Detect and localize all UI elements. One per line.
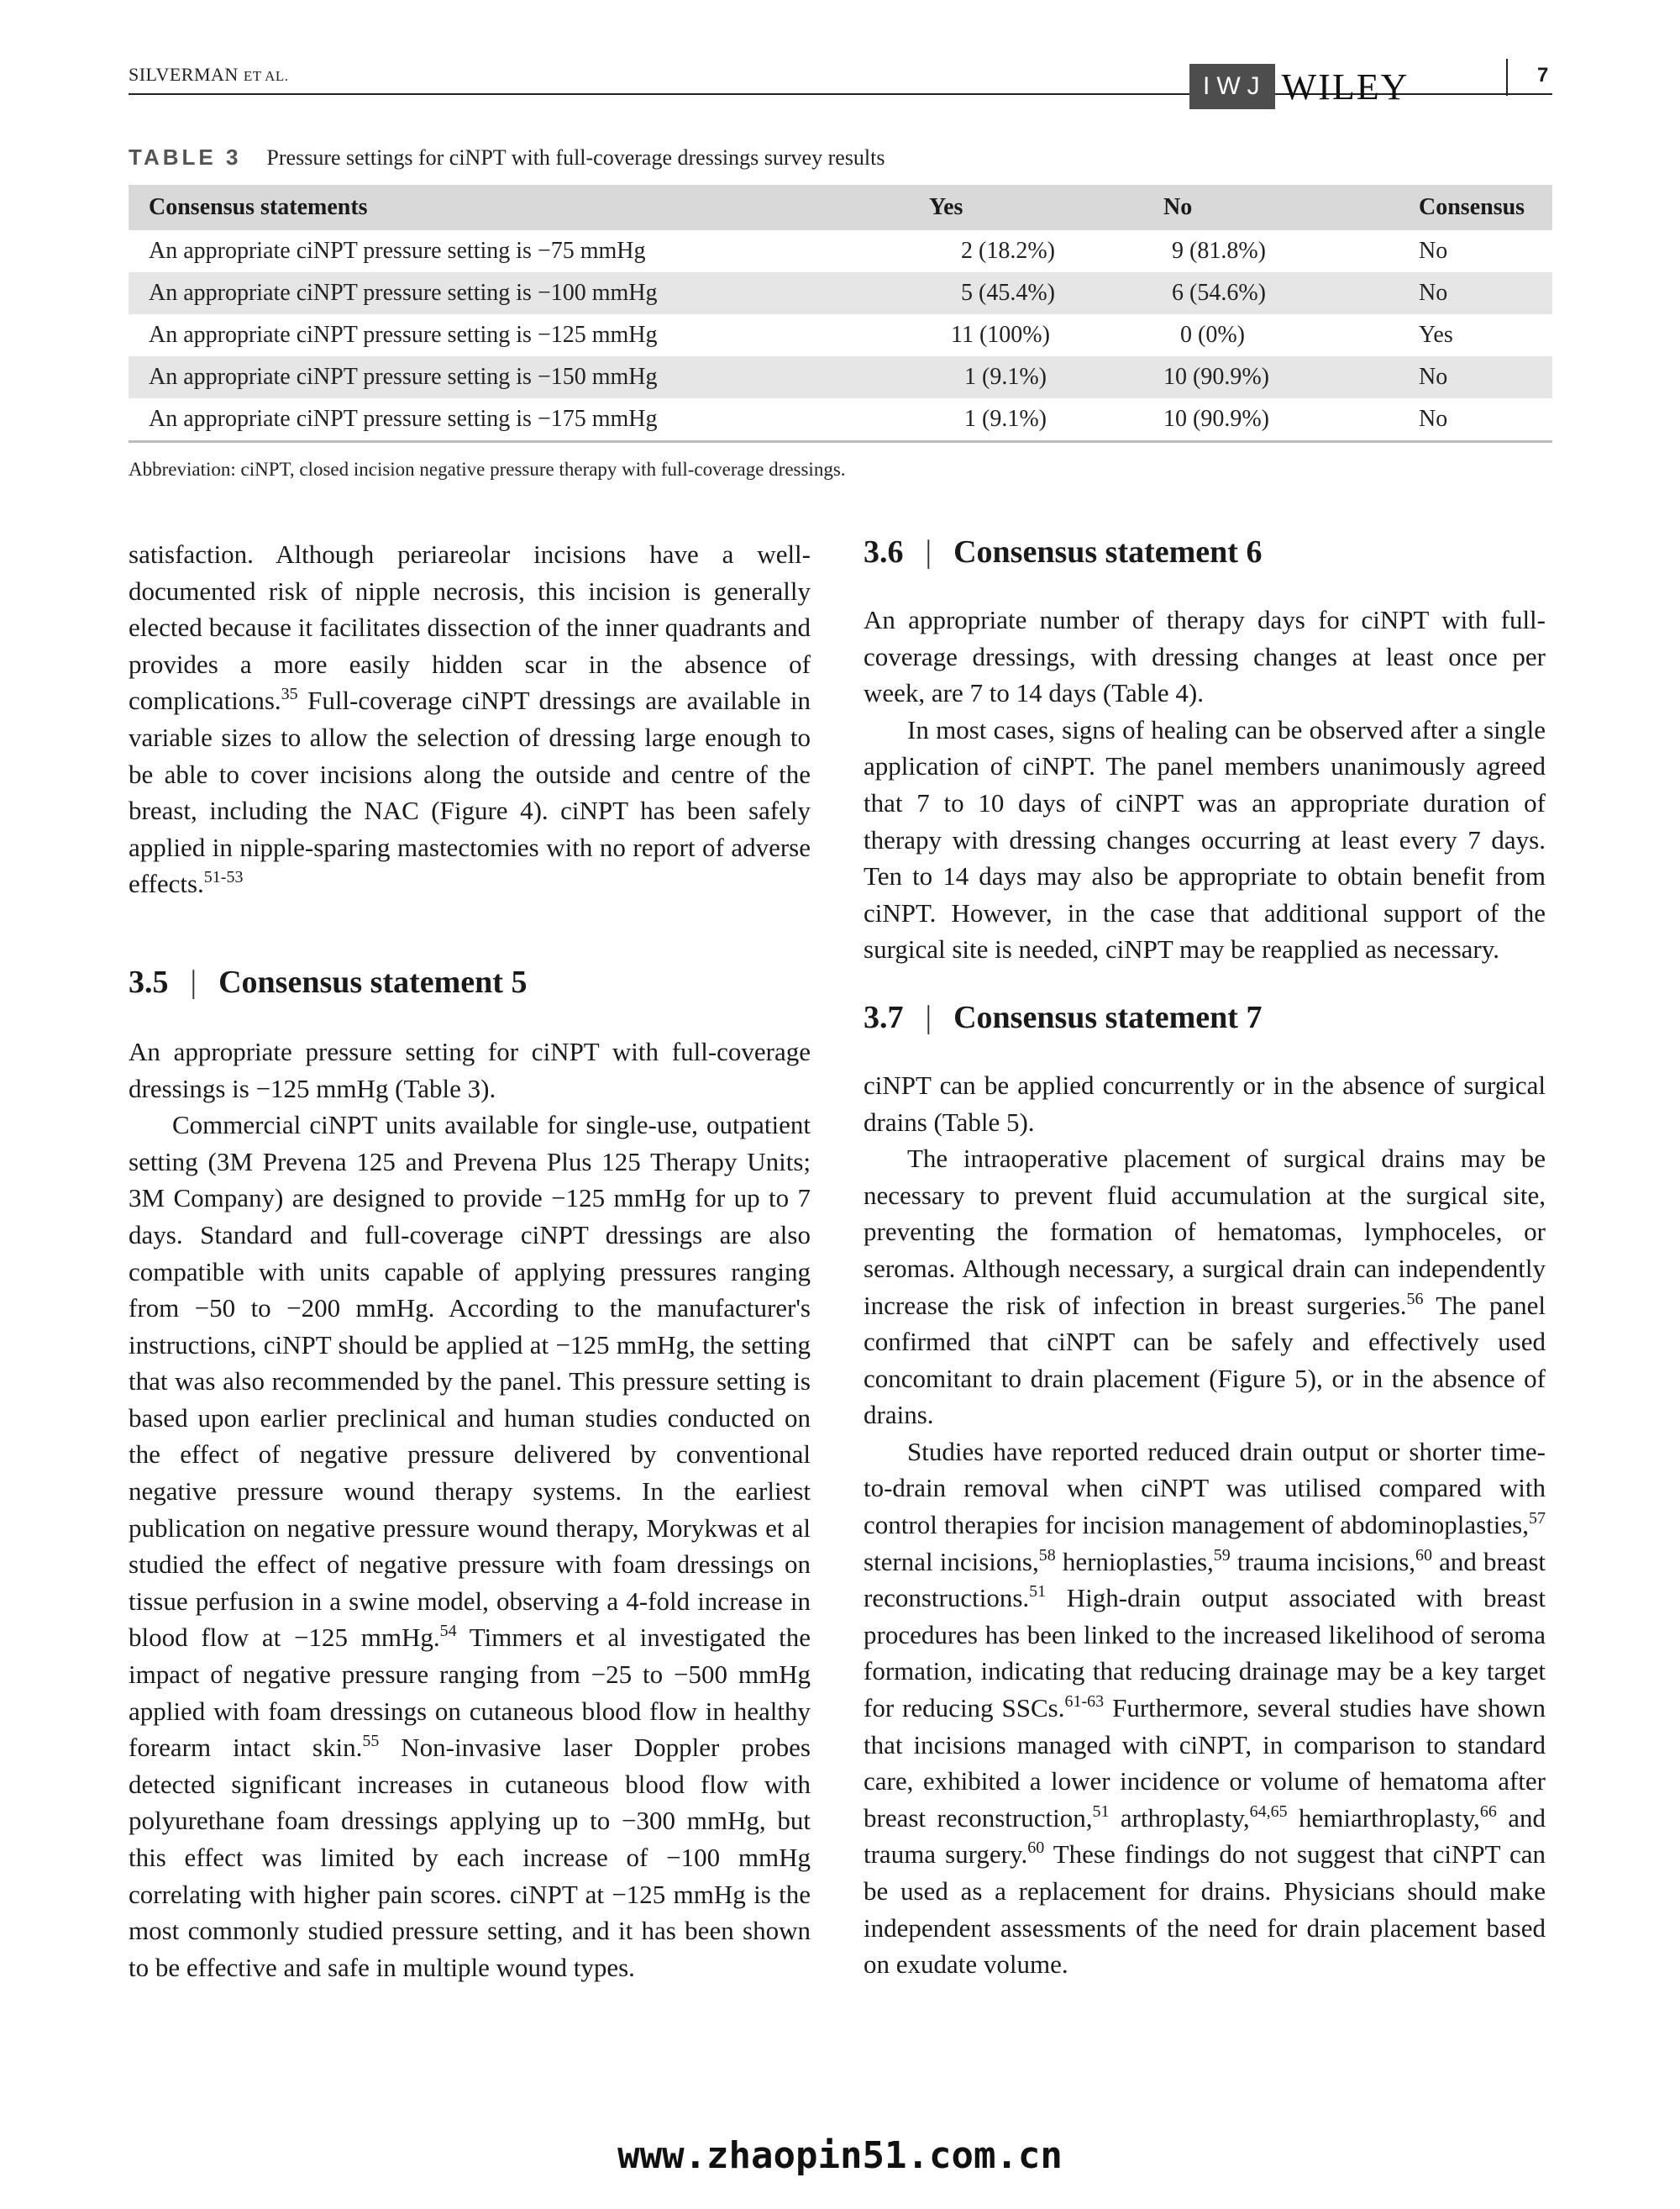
paragraph: In most cases, signs of healing can be observed after a single application of ciNPT. The panel members unanimously agreed that 7 to 10 days of ciNPT was an appropriate duration of therapy with dressing changes occurring at least every 7 days. Ten to 14 days may also be appropriate to obtain benefit from ciNPT. However, in the case that additional support of the surgical site is needed, ciNPT may be reapplied as necessary. bbox=[864, 714, 1546, 965]
header-divider bbox=[1506, 59, 1508, 96]
table-cell: No bbox=[1399, 356, 1552, 398]
table-cell: An appropriate ciNPT pressure setting is −75 mmHg bbox=[149, 238, 646, 264]
table-cell: 0 (0%) bbox=[1180, 322, 1245, 348]
table-cell: No bbox=[1399, 272, 1552, 314]
paragraph: Commercial ciNPT units available for single-use, outpatient setting (3M Prevena 125 and Prevena Plus 125 Therapy Units; 3M Company) are designed to provide −125 mmHg for up to 7 days. Standard and full-coverage ciNPT dressings are also compatible with units capable of applying pressures ranging from −50 to −200 mmHg. According to the manufacturer's instructions, ciNPT should be applied at −125 mmHg, the setting that was also recommended by the panel. This pressure setting is based upon earlier preclinical and human studies conducted on the effect of negative pressure delivered by conventional negative pressure wound therapy systems. In the earliest publication on negative pressure wound therapy, Morykwas et al studied the effect of negative pressure with foam dressings on tissue perfusion in a swine model, observing a 4-fold increase in blood flow at −125 mmHg.$^{54}$ Timmers et al investigated the impact of negative pressure ranging from −25 to −500 mmHg applied with foam dressings on cutaneous blood flow in healthy forearm intact skin.$^{55}$ Non-invasive laser Doppler probes detected significant increases in cutaneous blood flow with polyurethane foam dressings applying up to −300 mmHg, but this effect was limited by each increase of −100 mmHg correlating with higher pain scores. ciNPT at −125 mmHg is the most commonly studied pressure setting, and it has been shown to be effective and safe in multiple wound types. bbox=[129, 1110, 811, 1982]
column-header: Consensus bbox=[1399, 185, 1552, 230]
section-heading-3-7: 3.7 | Consensus statement 7 bbox=[864, 999, 1263, 1035]
table-cell: 1 (9.1%) bbox=[909, 398, 1143, 442]
results-table bbox=[129, 185, 1552, 443]
table-cell: An appropriate ciNPT pressure setting is −175 mmHg bbox=[129, 398, 909, 442]
table-row bbox=[129, 356, 1552, 398]
citation: 51 bbox=[1092, 1801, 1110, 1821]
citation: 60 bbox=[1415, 1545, 1433, 1565]
iwj-logo: IWJ bbox=[1189, 64, 1275, 109]
section-heading-3-5: 3.5 | Consensus statement 5 bbox=[129, 964, 528, 1000]
table-label: TABLE 3 bbox=[129, 145, 242, 170]
table-footnote: Abbreviation: ciNPT, closed incision negative pressure therapy with full-coverage dressings. bbox=[129, 459, 846, 480]
paragraph: ciNPT can be applied concurrently or in the absence of surgical drains (Table 5). bbox=[864, 1070, 1546, 1137]
table-cell: 10 (90.9%) bbox=[1143, 398, 1399, 442]
table-cell: An appropriate ciNPT pressure setting is −125 mmHg bbox=[149, 322, 658, 348]
right-column bbox=[864, 536, 1546, 1983]
section-heading-3-6: 3.6 | Consensus statement 6 bbox=[864, 534, 1263, 570]
paragraph: The intraoperative placement of surgical drains may be necessary to prevent fluid accumulation at the surgical site, preventing the formation of hematomas, lymphoceles, or seromas. Although necessary, a surgical drain can independently increase the risk of infection in breast surgeries.$^{56}$ The panel confirmed that ciNPT can be safely and effectively used concomitant to drain placement (Figure 5), or in the absence of drains. bbox=[864, 1144, 1546, 1430]
wiley-logo: WILEY bbox=[1281, 66, 1410, 108]
table-caption bbox=[129, 145, 885, 171]
paragraph: Studies have reported reduced drain output or shorter time-to-drain removal when ciNPT was utilised compared with control therapies for incision management of abdominoplasties,$^{57}$ sternal incisions,$^{58}$ hernioplasties,$^{59}$ trauma incisions,$^{60}$ and breast reconstructions.$^{51}$ High-drain output associated with breast procedures has been linked to the increased likelihood of seroma formation, indicating that reducing drainage may be a key target for reducing SSCs.$^{61-63}$ Furthermore, several studies have shown that incisions managed with ciNPT, in comparison to standard care, exhibited a lower incidence or volume of hematoma after breast reconstruction,$^{51}$ arthroplasty,$^{64,65}$ hemiarthroplasty,$^{66}$ and trauma surgery.$^{60}$ These findings do not suggest that ciNPT can be used as a replacement for drains. Physicians should make independent assessments of the need for drain placement based on exudate volume. bbox=[864, 1436, 1546, 1980]
citation: 66 bbox=[1479, 1801, 1497, 1821]
column-header: No bbox=[1143, 185, 1399, 230]
citation: 61-63 bbox=[1064, 1692, 1105, 1712]
table-row bbox=[129, 398, 1552, 442]
citation: 59 bbox=[1213, 1545, 1231, 1565]
table-row bbox=[129, 272, 1552, 314]
citation: 55 bbox=[362, 1732, 380, 1751]
citation: 60 bbox=[1027, 1838, 1045, 1858]
table-cell: Yes bbox=[1419, 322, 1453, 348]
citation: 58 bbox=[1038, 1545, 1056, 1565]
table-cell: 9 (81.8%) bbox=[1172, 238, 1266, 264]
column-header: Yes bbox=[909, 185, 1143, 230]
watermark-url: www.zhaopin51.com.cn bbox=[617, 2134, 1063, 2177]
paragraph: satisfaction. Although periareolar incisions have a well-documented risk of nipple necrosis, this incision is generally elected because it facilitates dissection of the inner quadrants and provides a more easily hidden scar in the absence of complications.$^{35}$ Full-coverage ciNPT dressings are available in variable sizes to allow the selection of dressing large enough to be able to cover incisions along the outside and centre of the breast, including the NAC (Figure 4). ciNPT has been safely applied in nipple-sparing mastectomies with no report of adverse effects.$^{51-53}$ bbox=[129, 539, 811, 899]
table-header-row bbox=[129, 185, 1552, 230]
table-cell: 5 (45.4%) bbox=[909, 272, 1143, 314]
paragraph: An appropriate pressure setting for ciNPT with full-coverage dressings is −125 mmHg (Table 3). bbox=[129, 1036, 811, 1103]
citation: 54 bbox=[439, 1622, 457, 1641]
table-cell: 10 (90.9%) bbox=[1143, 356, 1399, 398]
left-column bbox=[129, 536, 811, 1985]
page-number: 7 bbox=[1537, 64, 1549, 87]
citation: 51 bbox=[1029, 1582, 1047, 1602]
citation: 57 bbox=[1529, 1509, 1546, 1528]
table-title: Pressure settings for ciNPT with full-coverage dressings survey results bbox=[266, 145, 885, 170]
table-row bbox=[129, 230, 1552, 272]
journal-logo bbox=[1189, 64, 1409, 109]
paragraph: An appropriate number of therapy days for ciNPT with full-coverage dressings, with dressing changes at least once per week, are 7 to 14 days (Table 4). bbox=[864, 605, 1546, 708]
table-cell: 11 (100%) bbox=[951, 322, 1050, 348]
table-cell: No bbox=[1399, 398, 1552, 442]
table-cell: An appropriate ciNPT pressure setting is −150 mmHg bbox=[129, 356, 909, 398]
citation: 56 bbox=[1406, 1289, 1424, 1308]
table-cell: 6 (54.6%) bbox=[1143, 272, 1399, 314]
citation: 64,65 bbox=[1249, 1801, 1288, 1821]
table-cell: No bbox=[1419, 238, 1448, 264]
table-cell: 2 (18.2%) bbox=[961, 238, 1055, 264]
column-header: Consensus statements bbox=[129, 185, 909, 230]
citation: 51-53 bbox=[203, 868, 244, 887]
table-row bbox=[129, 314, 1552, 356]
table-cell: An appropriate ciNPT pressure setting is −100 mmHg bbox=[129, 272, 909, 314]
citation: 35 bbox=[281, 685, 298, 704]
running-header-author: SILVERMAN ET AL. bbox=[129, 64, 289, 85]
table-cell: 1 (9.1%) bbox=[909, 356, 1143, 398]
